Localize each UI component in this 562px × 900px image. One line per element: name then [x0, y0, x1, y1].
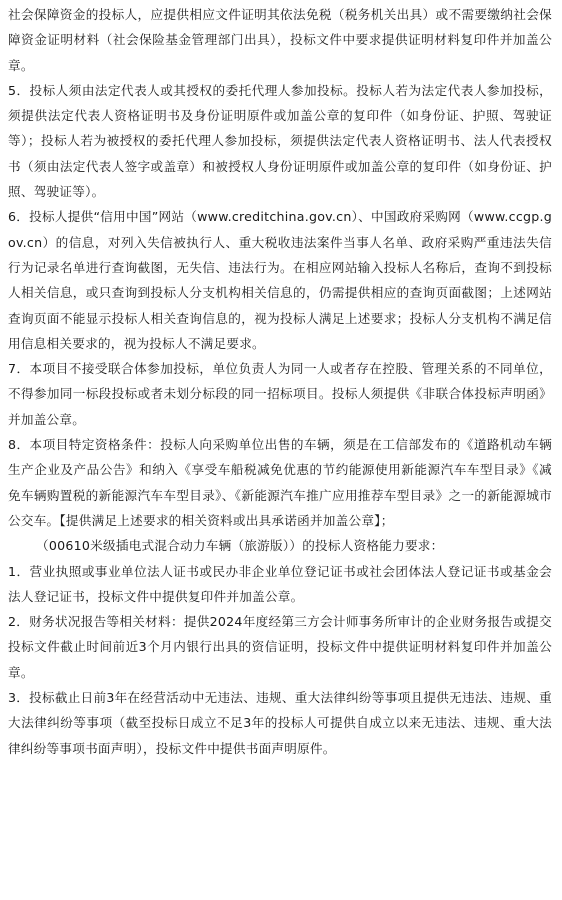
- paragraph-lot-item-3-no-violations: 3．投标截止日前3年在经营活动中无违法、违规、重大法律纠纷等事项且提供无违法、违规、重大法律纠纷等事项（截至投标日成立不足3年的投标人可提供自成立以来无违法、违规、重大法律纠纷等事项书面声明），投标文件中提供书面声明原件。: [8, 690, 552, 756]
- paragraph-item-6-credit-check: 6．投标人提供“信用中国”网站（www.creditchina.gov.cn）、中国政府采购网（www.ccgp.gov.cn）的信息，对列入失信被执行人、重大税收违法案件当事人名单、政府采购严重违法失信行为记录名单进行查询截图，无失信、违法行为。在相应网站输入投标人名称后，查询不到投标人相关信息，或只查询到投标人分支机构相关信息的，仍需提供相应的查询页面截图；上述网站查询页面不能显示投标人相关查询信息的，视为投标人满足上述要求；投标人分支机构不满足信用信息相关要求的，视为投标人不满足要求。: [8, 209, 552, 351]
- paragraph-item-5-legal-representative: 5．投标人须由法定代表人或其授权的委托代理人参加投标。投标人若为法定代表人参加投标，须提供法定代表人资格证明书及身份证明原件或加盖公章的复印件（如身份证、护照、驾驶证等）；投标人若为被授权的委托代理人参加投标，须提供法定代表人资格证明书、法人代表授权书（须由法定代表人签字或盖章）和被授权人身份证明原件或加盖公章的复印件（如身份证、护照、驾驶证等）。: [8, 82, 552, 200]
- paragraph-item-7-no-consortium: 7．本项目不接受联合体参加投标，单位负责人为同一人或者存在控股、管理关系的不同单位，不得参加同一标段投标或者未划分标段的同一招标项目。投标人须提供《非联合体投标声明函》并加盖公章。: [8, 361, 552, 427]
- paragraph-item-8-special-qualification: 8．本项目特定资格条件：投标人向采购单位出售的车辆，须是在工信部发布的《道路机动车辆生产企业及产品公告》和纳入《享受车船税减免优惠的节约能源使用新能源汽车车型目录》《减免车辆购置税的新能源汽车车型目录》、《新能源汽车推广应用推荐车型目录》之一的新能源城市公交车。【提供满足上述要求的相关资料或出具承诺函并加盖公章】；: [8, 437, 552, 528]
- paragraph-social-security-continued: 社会保障资金的投标人，应提供相应文件证明其依法免税（税务机关出具）或不需要缴纳社会保障资金证明材料（社会保险基金管理部门出具），投标文件中要求提供证明材料复印件并加盖公章。: [8, 7, 552, 73]
- paragraph-lot-item-2-financial-report: 2．财务状况报告等相关材料：提供2024年度经第三方会计师事务所审计的企业财务报告或提交投标文件截止时间前近3个月内银行出具的资信证明，投标文件中提供证明材料复印件并加盖公章。: [8, 614, 552, 680]
- paragraph-lot-item-1-business-license: 1．营业执照或事业单位法人证书或民办非企业单位登记证书或社会团体法人登记证书或基金会法人登记证书，投标文件中提供复印件并加盖公章。: [8, 563, 552, 604]
- paragraph-lot-heading: （00610米级插电式混合动力车辆（旅游版））的投标人资格能力要求：: [36, 538, 444, 554]
